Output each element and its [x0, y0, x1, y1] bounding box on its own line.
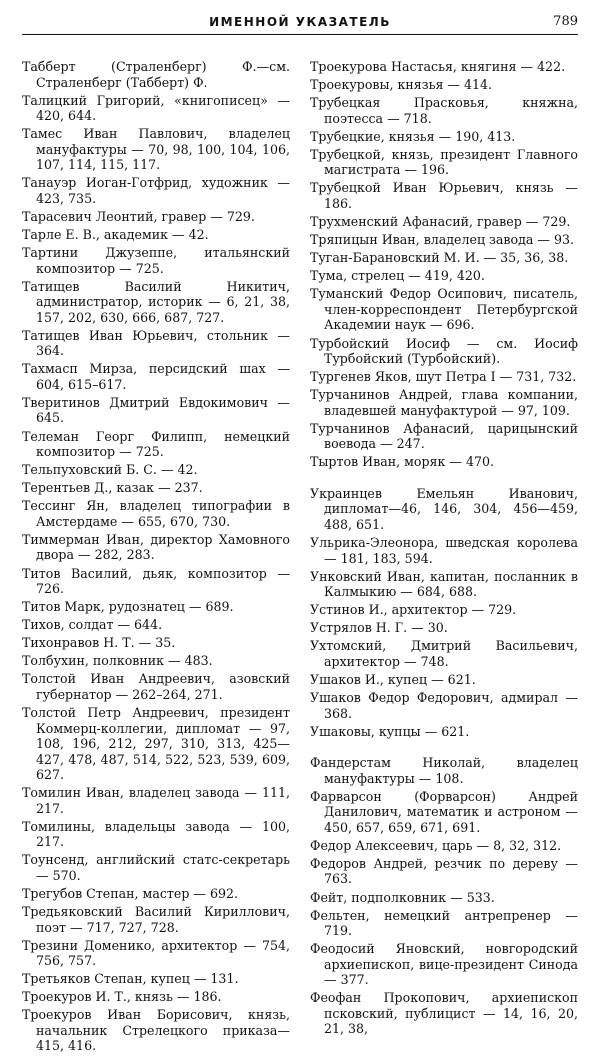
index-entry: Ульрика-Элеонора, шведская королева— 181, 183, 594. [310, 535, 578, 566]
index-entry: Тряпицын Иван, владелец завода — 93. [310, 232, 574, 248]
index-entry: Тамес Иван Павлович, владелец мануфактуры — 70, 98, 100, 104, 106, 107, 114, 115, 117. [22, 126, 290, 173]
index-entry: Тарле Е. В., академик — 42. [22, 226, 209, 242]
index-entry: Фандерстам Николай, владелец мануфактуры — 108. [310, 755, 578, 786]
index-entry: Троекурова Настасья, княгиня — 422. [310, 59, 566, 74]
index-entry: Трубецкой, князь, президент Главного магистрата — 196. [310, 146, 578, 178]
index-entry: Троекуров Иван Борисович, князь, начальник Стрелецкого приказа—415, 416. [22, 1007, 290, 1054]
index-entry: Ушаков Федор Федорович, адмирал — 368. [310, 690, 578, 721]
index-entry: Троекуровы, князья — 414. [310, 77, 493, 93]
index-entry: Туманский Федор Осипович, писатель, член-корреспондент Петербургской Академии наук — 696. [310, 286, 578, 333]
index-entry: Тессинг Ян, владелец типографии в Амстердаме — 655, 670, 730. [22, 498, 290, 529]
index-entry: Турбойский Иосиф — см. Иосиф Турбойский (Турбойский). [310, 335, 578, 367]
index-entry: Талицкий Григорий, «книгописец» — 420, 644. [22, 92, 290, 124]
index-entry: Тиммерман Иван, директор Хамовного двора — 282, 283. [22, 531, 290, 563]
index-entry: Третьяков Степан, купец — 131. [22, 971, 239, 987]
index-entry: Трубецкие, князья — 190, 413. [310, 128, 516, 144]
index-entry: Фарварсон (Форварсон) Андрей Данилович, математик и астроном — 450, 657, 659, 671, 691. [310, 788, 578, 835]
running-header-title: ИМЕННОЙ УКАЗАТЕЛЬ [209, 15, 391, 29]
index-entry: Фельтен, немецкий антрепренер — 719. [310, 907, 578, 939]
index-column-left [22, 59, 290, 1057]
index-entry: Тарасевич Леонтий, гравер — 729. [22, 208, 255, 224]
index-entry: Татищев Иван Юрьевич, стольник — 364. [22, 327, 290, 359]
index-entry: Тартини Джузеппе, итальянский композитор — 725. [22, 245, 290, 276]
index-entry: Турчанинов Афанасий, царицынский воевода — 247. [310, 420, 578, 452]
index-entry: Трухменский Афанасий, гравер — 729. [310, 214, 571, 230]
index-entry: Феофан Прокопович, архиепископ псковский, публицист — 14, 16, 20, 21, 38, [310, 990, 578, 1037]
index-entry: Татищев Василий Никитич, администратор, историк — 6, 21, 38, 157, 202, 630, 666, 687, 727. [22, 278, 290, 325]
index-entry: Турчанинов Андрей, глава компании, владевшей мануфактурой — 97, 109. [310, 387, 578, 418]
index-entry: Трубецкой Иван Юрьевич, князь — 186. [310, 180, 578, 211]
index-entry: Тихов, солдат — 644. [22, 617, 163, 633]
index-entry: Федор Алексеевич, царь — 8, 32, 312. [310, 837, 562, 853]
index-entry: Устинов И., архитектор — 729. [310, 602, 517, 618]
index-entry: Трегубов Степан, мастер — 692. [22, 885, 239, 901]
index-entry: Титов Василий, дьяк, композитор — 726. [22, 565, 290, 596]
index-entry: Тоунсенд, английский статс-секретарь— 570. [22, 852, 290, 883]
index-entry: Табберт (Страленберг) Ф.—см. Страленберг (Табберт) Ф. [22, 59, 290, 90]
page-number: 789 [553, 14, 578, 29]
index-entry: Унковский Иван, капитан, посланник в Калмыкию — 684, 688. [310, 568, 578, 600]
index-entry: Тверитинов Дмитрий Евдокимович — 645. [22, 394, 290, 426]
index-entry: Телеман Георг Филипп, немецкий композитор — 725. [22, 428, 290, 460]
index-entry: Тредьяковский Василий Кириллович, поэт — 717, 727, 728. [22, 904, 290, 935]
index-entry: Ушаковы, купцы — 621. [310, 723, 470, 739]
index-entry: Тыртов Иван, моряк — 470. [310, 454, 495, 470]
index-entry: Ушаков И., купец — 621. [310, 671, 476, 687]
index-entry: Украинцев Емельян Иванович, дипломат—46, 146, 304, 456—459, 488, 651. [310, 485, 578, 532]
index-entry: Толстой Петр Андреевич, президент Коммерц-коллегии, дипломат — 97, 108, 196, 212, 297, 310, 313, 425—427, 478, 487, 514, 522, 523, 539, 609, 627. [22, 705, 290, 783]
index-entry: Тума, стрелец — 419, 420. [310, 268, 485, 284]
index-entry: Фейт, подполковник — 533. [310, 889, 495, 905]
index-entry: Троекуров И. Т., князь — 186. [22, 989, 222, 1005]
index-entry: Тахмасп Мирза, персидский шах — 604, 615–617. [22, 361, 290, 392]
index-entry: Трубецкая Прасковья, княжна, поэтесса — 718. [310, 95, 578, 126]
index-entry: Ухтомский, Дмитрий Васильевич, архитектор — 748. [310, 638, 578, 669]
index-entry: Толстой Иван Андреевич, азовский губернатор — 262–264, 271. [22, 671, 290, 702]
running-header [22, 12, 578, 35]
index-entry: Томилины, владельцы завода — 100, 217. [22, 818, 290, 850]
index-entry: Феодосий Яновский, новгородский архиепископ, вице-президент Синода — 377. [310, 941, 578, 988]
index-entry: Терентьев Д., казак — 237. [22, 480, 203, 496]
index-column-right [310, 59, 578, 1039]
index-entry: Тельпуховский Б. С. — 42. [22, 462, 198, 478]
index-entry: Томилин Иван, владелец завода — 111, 217. [22, 785, 290, 816]
index-entry: Титов Марк, рудознатец — 689. [22, 599, 234, 615]
index-entry: Федоров Андрей, резчик по дереву — 763. [310, 855, 578, 887]
index-entry: Трезини Доменико, архитектор — 754, 756, 757. [22, 937, 290, 969]
index-entry: Толбухин, полковник — 483. [22, 653, 213, 669]
index-entry: Туган-Барановский М. И. — 35, 36, 38. [310, 250, 569, 266]
index-entry: Тихонравов Н. Т. — 35. [22, 635, 176, 651]
index-entry: Танауэр Иоган-Готфрид, художник — 423, 735. [22, 175, 290, 206]
index-entry: Тургенев Яков, шут Петра I — 731, 732. [310, 369, 577, 385]
index-entry: Устрялов Н. Г. — 30. [310, 620, 448, 636]
